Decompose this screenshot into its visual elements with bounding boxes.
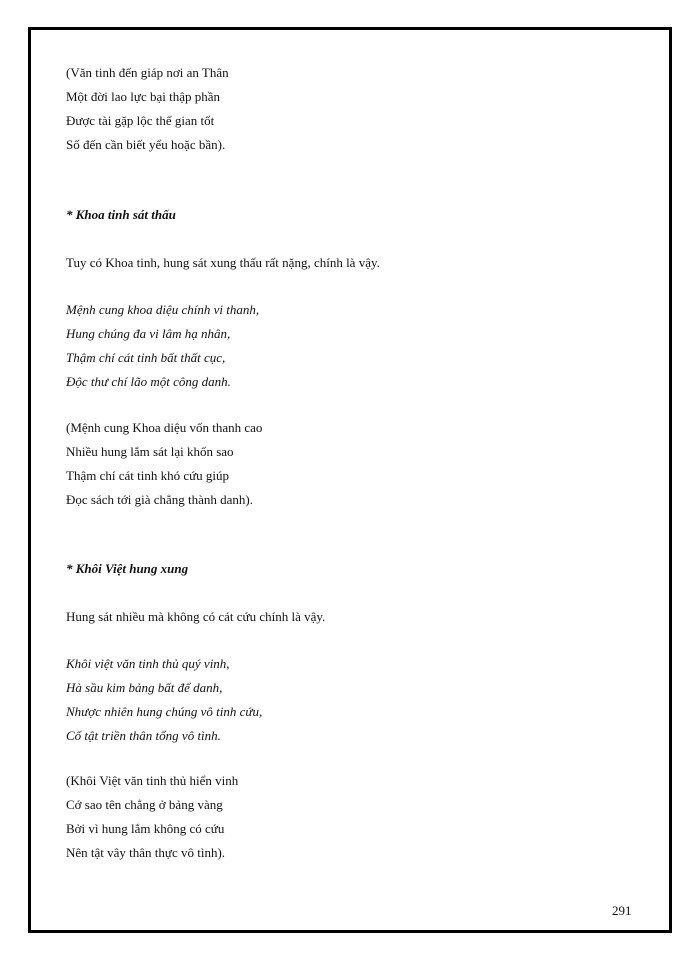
translation-line: Thậm chí cát tinh khó cứu giúp <box>66 468 230 483</box>
section-heading: * Khôi Việt hung xung <box>66 561 189 576</box>
poem-line: Khôi việt văn tinh thủ quý vinh, <box>66 656 230 671</box>
intro-line: Một đời lao lực bại thập phần <box>66 89 221 104</box>
section-description: Hung sát nhiều mà không có cát cứu chính là vậy. <box>66 609 326 624</box>
poem-line: Độc thư chí lão một công danh. <box>66 374 231 389</box>
translation-line: Cớ sao tên chẳng ở bảng vàng <box>66 797 223 812</box>
section-description: Tuy có Khoa tinh, hung sát xung thấu rất nặng, chính là vậy. <box>66 255 380 270</box>
translation-line: Bởi vì hung lắm không có cứu <box>66 821 225 836</box>
poem-line: Nhược nhiên hung chúng vô tinh cứu, <box>66 704 263 719</box>
poem-line: Cố tật triền thân tổng vô tình. <box>66 728 221 743</box>
intro-line: Số đến cần biết yểu hoặc bần). <box>66 137 226 152</box>
section-heading: * Khoa tinh sát thấu <box>66 207 176 222</box>
translation-line: (Mệnh cung Khoa diệu vốn thanh cao <box>66 420 263 435</box>
poem-line: Mệnh cung khoa diệu chính vi thanh, <box>66 302 260 317</box>
translation-line: Nhiều hung lắm sát lại khốn sao <box>66 444 234 459</box>
translation-line: Đọc sách tới già chẳng thành danh). <box>66 492 254 507</box>
translation-line: (Khôi Việt văn tinh thủ hiển vinh <box>66 773 239 788</box>
poem-line: Thậm chí cát tinh bất thất cục, <box>66 350 226 365</box>
poem-line: Hà sầu kim bảng bất để danh, <box>66 680 223 695</box>
poem-line: Hung chúng đa vi lâm hạ nhân, <box>66 326 231 341</box>
translation-line: Nên tật vây thân thực vô tình). <box>66 845 226 860</box>
intro-line: Được tài gặp lộc thế gian tốt <box>66 113 215 128</box>
page-number: 291 <box>612 903 632 918</box>
intro-line: (Văn tinh đến giáp nơi an Thân <box>66 65 229 80</box>
